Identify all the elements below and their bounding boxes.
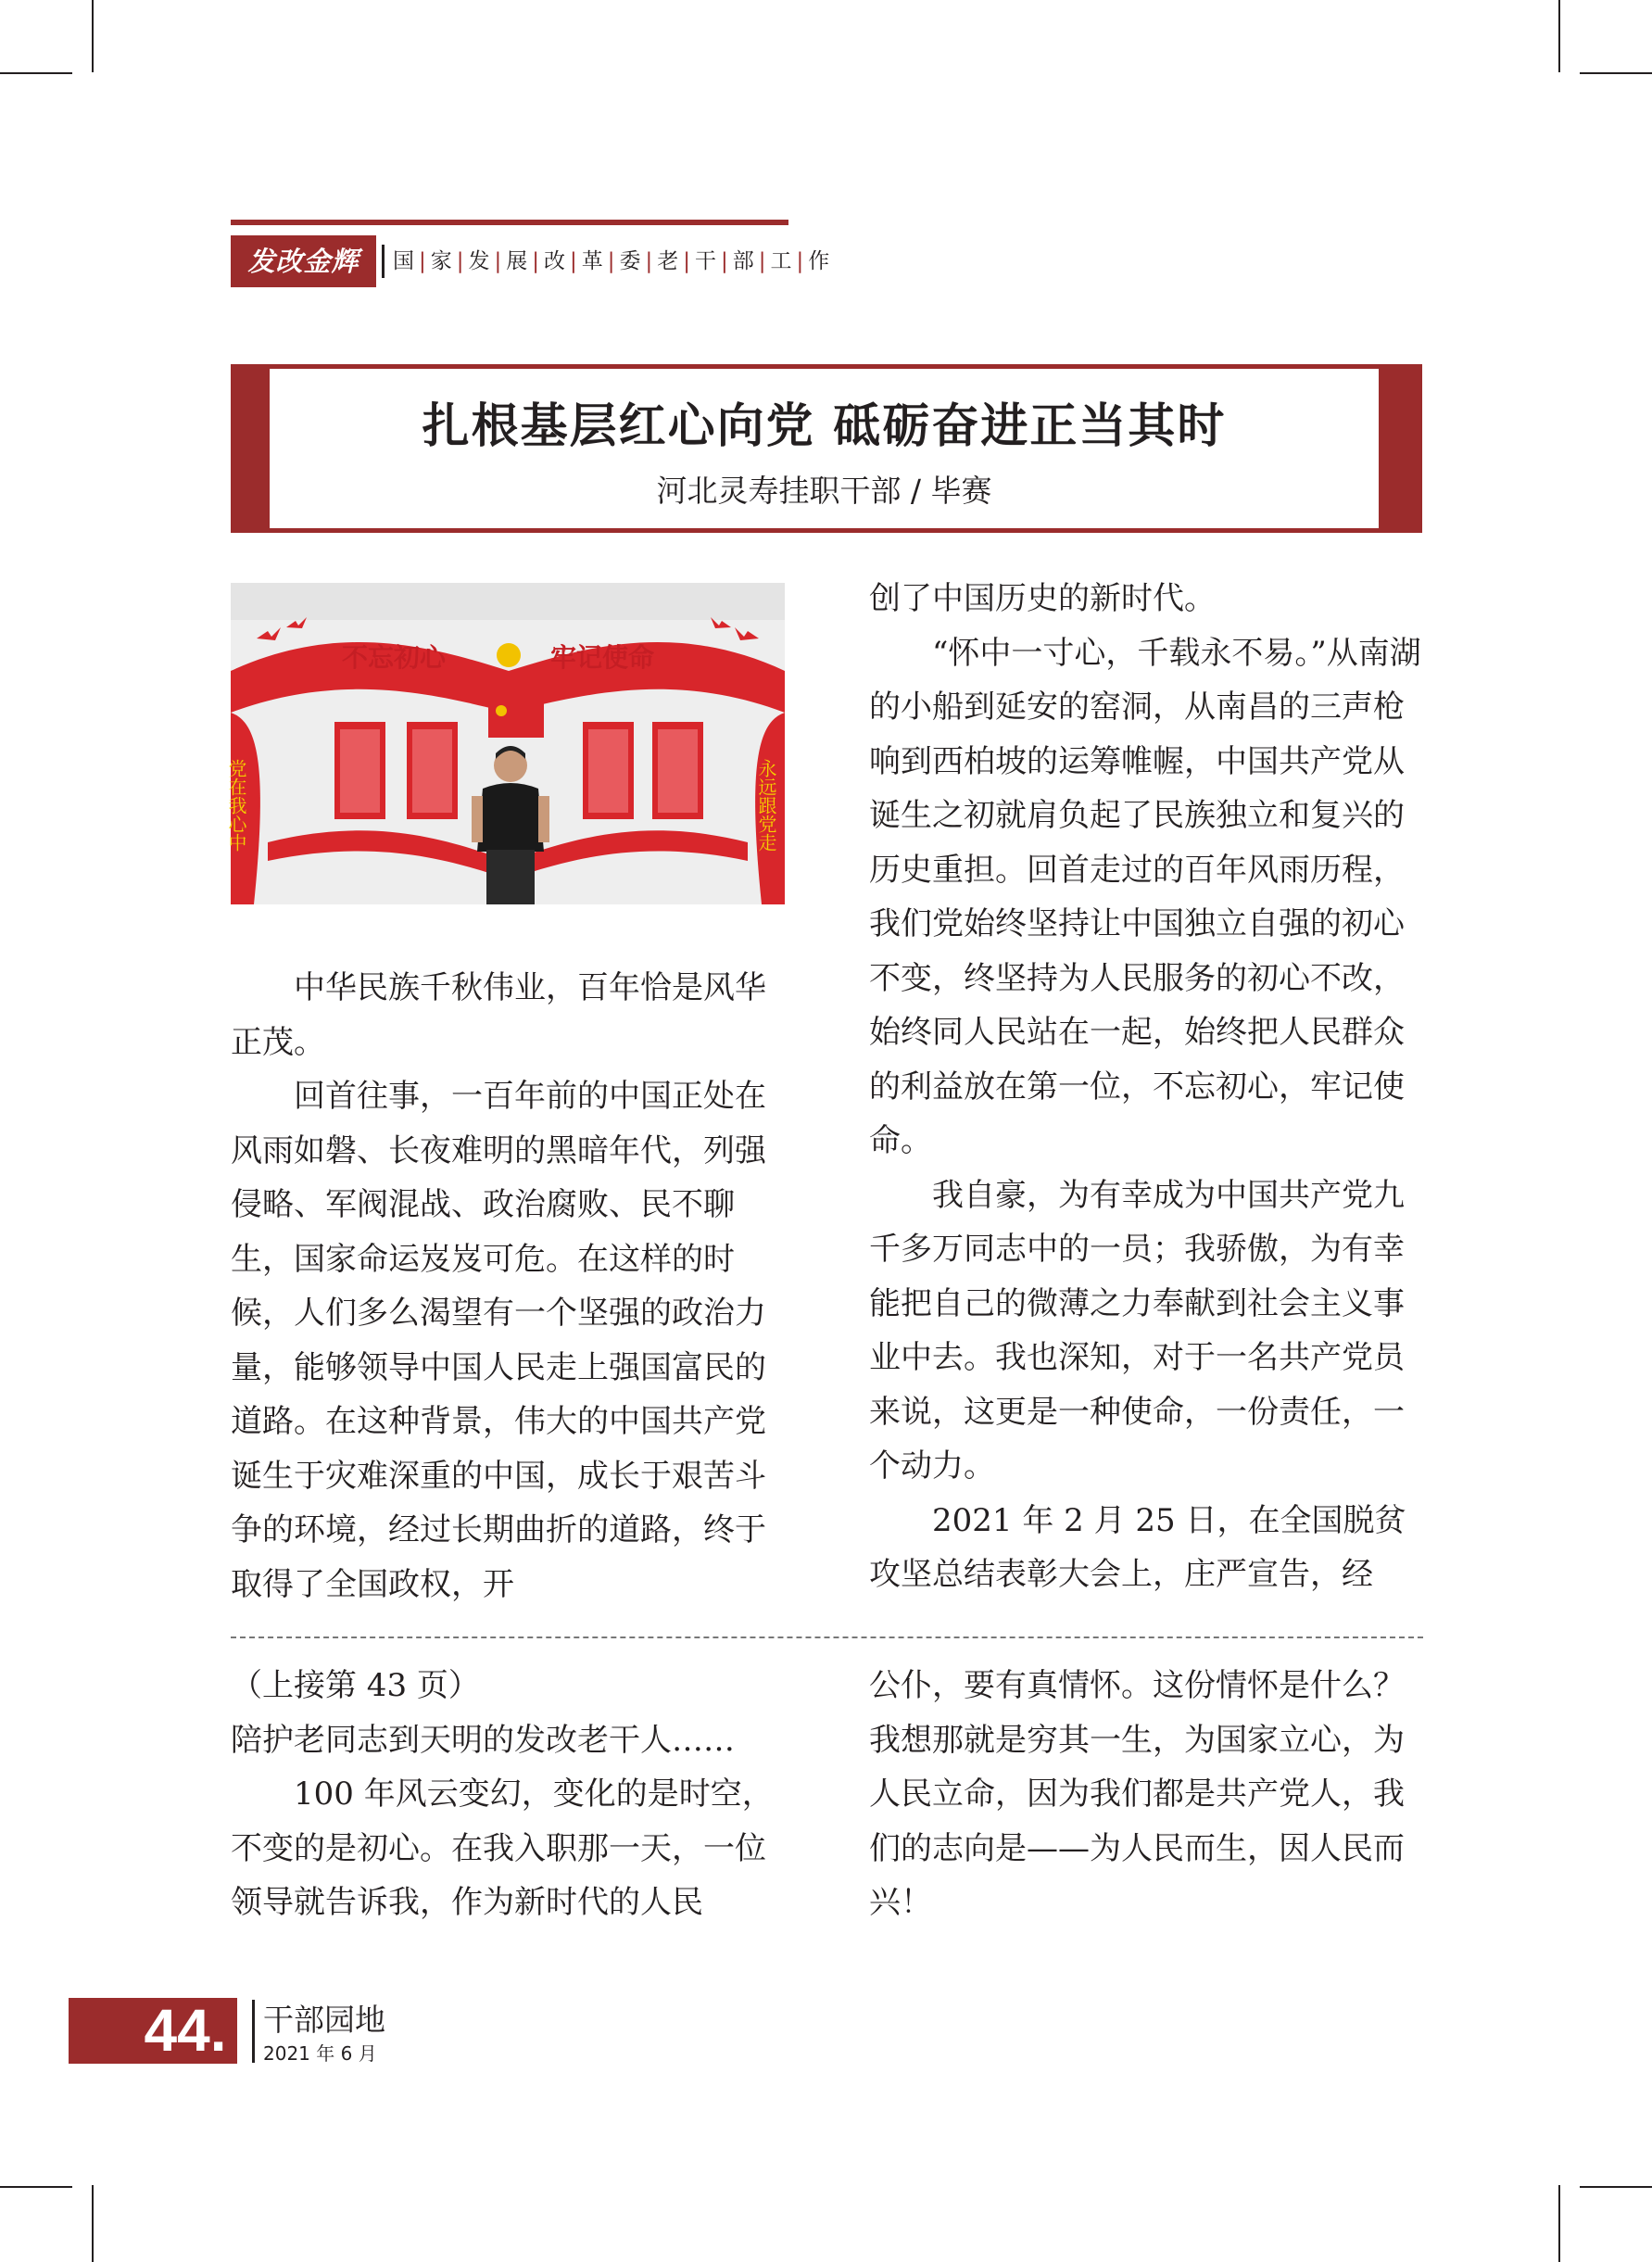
section-label-divider: | — [721, 249, 730, 273]
paragraph: 100 年风云变幻，变化的是时空，不变的是初心。在我入职那一天，一位领导就告诉我，作为新时代的人民 — [231, 1775, 774, 1921]
article-title: 扎根基层红心向党 砥砺奋进正当其时 — [422, 398, 1227, 454]
continued-right-column — [869, 1659, 1423, 1930]
page-number: 44. — [144, 1997, 227, 2064]
section-rule — [231, 220, 788, 225]
issue-date: 2021 年 6 月 — [263, 2042, 377, 2065]
section-label-divider: | — [645, 249, 655, 273]
section-label — [393, 246, 831, 276]
section-label-char: 部 — [732, 249, 756, 273]
section-label-divider: | — [532, 249, 541, 273]
section-label-char: 发 — [468, 249, 492, 273]
magazine-name: 干部园地 — [263, 2002, 385, 2038]
section-label-char: 国 — [393, 249, 416, 273]
photo-banner-right: 牢记使命 — [550, 642, 655, 673]
section-label-divider: | — [494, 249, 504, 273]
section-separator — [382, 245, 385, 278]
continuation-divider — [231, 1636, 1423, 1638]
section-label-divider: | — [456, 249, 466, 273]
photo-side-right: 永远跟党走 — [755, 759, 777, 852]
section-label-char: 老 — [657, 249, 681, 273]
section-label-divider: | — [683, 249, 692, 273]
section-label-divider: | — [419, 249, 428, 273]
section-label-char: 家 — [430, 249, 454, 273]
section-label-char: 革 — [581, 249, 605, 273]
section-label-divider: | — [758, 249, 768, 273]
paragraph: 2021 年 2 月 25 日，在全国脱贫攻坚总结表彰大会上，庄严宣告，经 — [869, 1501, 1406, 1593]
photo-banner-left: 不忘初心 — [342, 642, 447, 673]
section-label-divider: | — [607, 249, 617, 273]
section-label-divider: | — [570, 249, 579, 273]
body-right-column — [869, 572, 1423, 1602]
photo-side-left: 党在我心中 — [225, 759, 247, 852]
article-photo — [225, 583, 785, 904]
section-badge: 发改金辉 — [231, 235, 376, 287]
paragraph: 创了中国历史的新时代。 — [869, 580, 1216, 617]
section-label-char: 改 — [544, 249, 567, 273]
section-label-char: 展 — [506, 249, 530, 273]
paragraph: 公仆，要有真情怀。这份情怀是什么？我想那就是穷其一生，为国家立心，为人民立命，因为我们都是共产党人，我们的志向是——为人民而生，因人民而兴！ — [869, 1667, 1405, 1921]
continued-lead: 陪护老同志到天明的发改老干人…… — [231, 1721, 735, 1759]
paragraph: 回首往事，一百年前的中国正处在风雨如磐、长夜难明的黑暗年代，列强侵略、军阀混战、政治腐败、民不聊生，国家命运岌岌可危。在这样的时候，人们多么渴望有一个坚强的政治力量，能够领导中国人民走上强国富民的道路。在这种背景，伟大的中国共产党诞生于灾难深重的中国，成长于艰苦斗争的环境，经过长期曲折的道路，终于取得了全国政权，开 — [231, 1078, 766, 1603]
paragraph: 我自豪，为有幸成为中国共产党九千多万同志中的一员；我骄傲，为有幸能把自己的微薄之力奉献到社会主义事业中去。我也深知，对于一名共产党员来说，这更是一种使命，一份责任，一个动力。 — [869, 1176, 1405, 1485]
paragraph: 中华民族千秋伟业，百年恰是风华正茂。 — [231, 969, 766, 1061]
section-label-char: 工 — [770, 249, 794, 273]
continued-left-column — [231, 1659, 788, 1930]
section-label-char: 作 — [808, 249, 832, 273]
article-byline: 河北灵寿挂职干部 / 毕赛 — [656, 473, 992, 509]
footer-separator — [252, 2000, 255, 2063]
section-label-char: 委 — [619, 249, 643, 273]
paragraph: “怀中一寸心，千载永不易。”从南湖的小船到延安的窑洞，从南昌的三声枪响到西柏坡的运筹帷幄，中国共产党从诞生之初就肩负起了民族独立和复兴的历史重担。回首走过的百年风雨历程，我们党始终坚持让中国独立自强的初心不变，终坚持为人民服务的初心不改，始终同人民站在一起，始终把人民群众的利益放在第一位，不忘初心，牢记使命。 — [869, 634, 1421, 1159]
section-label-char: 干 — [695, 249, 718, 273]
body-left-column — [231, 961, 788, 1611]
continued-note: （上接第 43 页） — [231, 1667, 480, 1704]
section-label-divider: | — [796, 249, 806, 273]
